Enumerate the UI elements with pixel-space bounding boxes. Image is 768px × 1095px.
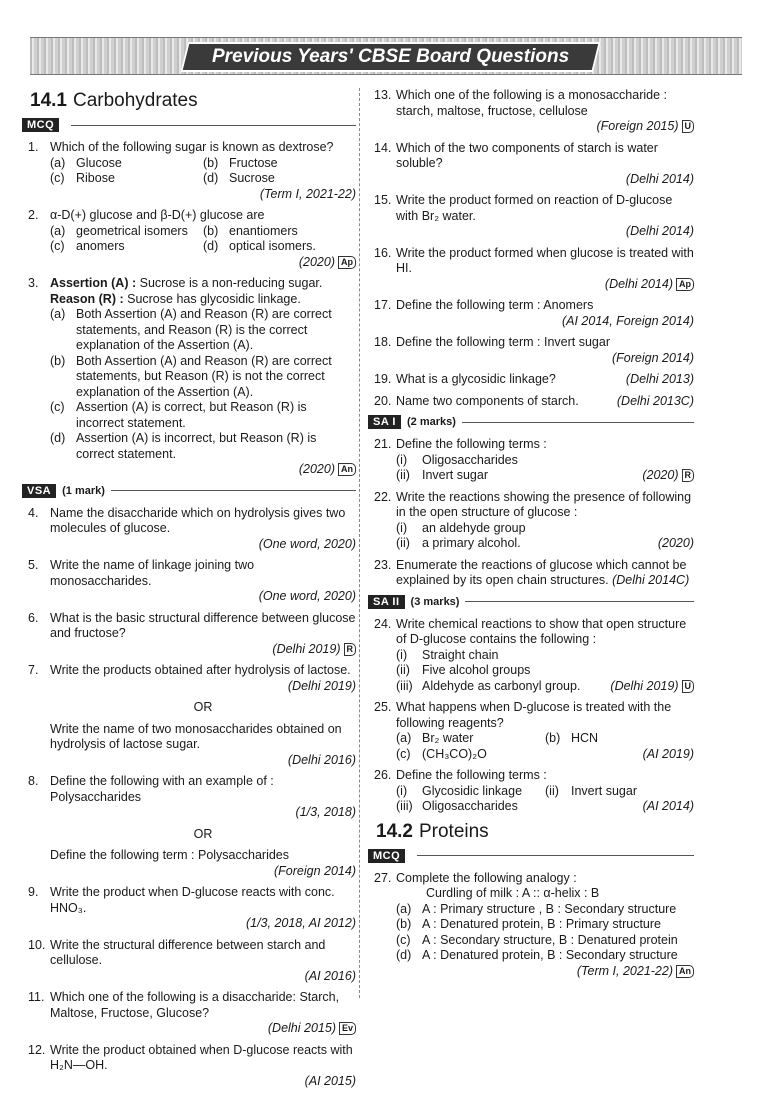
sa1-tag: SA I (2 marks) (368, 415, 694, 429)
question: 10. Write the structural difference between starch and cellulose. (AI 2016) (28, 937, 356, 983)
difficulty-badge: An (676, 965, 694, 978)
section-heading-proteins: 14.2 Proteins (376, 820, 489, 842)
mcq-tag: MCQ (368, 849, 694, 863)
question: 27. Complete the following analogy : Curdling of milk : A :: α-helix : B (a) A : Primary structure , B : Secondary structure (b) A : Denatured protein, B : Primary structure (c) A : Secondary structure, B : Denatured protein (d) A : Denatured protein, B : Secondary structure (Term I, 2021-22) An (368, 871, 694, 980)
left-column (22, 88, 356, 1095)
question: 20. Name two components of starch. (Delhi 2013C) (374, 393, 694, 408)
difficulty-badge: R (682, 469, 695, 482)
vsa-tag: VSA (1 mark) (22, 484, 356, 498)
question: 14. Which of the two components of starch is water soluble? (Delhi 2014) (374, 140, 694, 186)
right-column (368, 88, 694, 985)
question: 13. Which one of the following is a monosaccharide : starch, maltose, fructose, cellulose (Foreign 2015) U (368, 88, 694, 135)
question: 16. Write the product formed when glucose is treated with HI. (Delhi 2014) Ap (374, 245, 694, 291)
difficulty-badge: Ap (676, 278, 694, 291)
question: 2. α-D(+) glucose and β-D(+) glucose are (a) geometrical isomers (b) enantiomers (c) anomers (d) optical isomers. (2020) Ap (22, 208, 356, 270)
difficulty-badge: An (338, 463, 356, 476)
question: 18. Define the following term : Invert sugar (Foreign 2014) (374, 335, 694, 365)
question: 25. What happens when D-glucose is treated with the following reagents? (a) Br₂ water (b) HCN (c) (CH₃CO)₂O (AI 2019) (374, 700, 694, 761)
sa2-tag: SA II (3 marks) (368, 595, 694, 609)
difficulty-badge: U (682, 120, 695, 133)
header-banner (30, 37, 742, 75)
question: 22. Write the reactions showing the presence of following in the open structure of glucose : (i) an aldehyde group (ii) a primary alcohol. (2020) (374, 489, 694, 550)
difficulty-badge: Ap (338, 256, 356, 269)
mcq-tag: MCQ (22, 118, 356, 132)
question: 12. Write the product obtained when D-glucose reacts with H₂N—OH. (AI 2015) (28, 1042, 356, 1088)
question: 15. Write the product formed on reaction of D-glucose with Br₂ water. (Delhi 2014) (374, 193, 694, 238)
difficulty-badge: R (344, 643, 357, 656)
question: 7. Write the products obtained after hydrolysis of lactose. (Delhi 2019) OR Write the name of two monosaccharides obtained on hydrolysis of lactose sugar. (Delhi 2016) (28, 663, 356, 767)
question: 23. Enumerate the reactions of glucose which cannot be explained by its open chain structures. (Delhi 2014C) (374, 557, 690, 587)
question: 26. Define the following terms : (i) Glycosidic linkage (ii) Invert sugar (iii) Oligosaccharides (AI 2014) (374, 768, 694, 813)
question: 11. Which one of the following is a disaccharide: Starch, Maltose, Fructose, Glucose? (Delhi 2015) Ev (22, 990, 356, 1037)
banner-title: Previous Years' CBSE Board Questions (180, 42, 601, 72)
question: 17. Define the following term : Anomers (AI 2014, Foreign 2014) (374, 298, 694, 328)
question: 6. What is the basic structural difference between glucose and fructose? (Delhi 2019) R (28, 610, 356, 656)
question: 4. Name the disaccharide which on hydrolysis gives two molecules of glucose. (One word, 2020) (28, 505, 356, 551)
question: 8. Define the following with an example of : Polysaccharides (1/3, 2018) OR Define the following term : Polysaccharides (Foreign 2014) (28, 774, 356, 878)
column-divider (359, 88, 360, 998)
question: 1. Which of the following sugar is known as dextrose? (a) Glucose (b) Fructose (c) Ribose (d) Sucrose (Term I, 2021-22) (28, 140, 356, 201)
section-heading-carbohydrates: 14.1 Carbohydrates (30, 90, 198, 111)
question: 9. Write the product when D-glucose reacts with conc. HNO₃. (1/3, 2018, AI 2012) (28, 885, 356, 930)
question: 24. Write chemical reactions to show that open structure of D-glucose contains the following : (i) Straight chain (ii) Five alcohol groups (iii) Aldehyde as carbonyl group. (Delhi 2019) U (368, 617, 694, 695)
question: 19. What is a glycosidic linkage? (Delhi 2013) (374, 372, 694, 386)
question: 5. Write the name of linkage joining two monosaccharides. (One word, 2020) (28, 558, 356, 603)
difficulty-badge: U (682, 680, 695, 693)
question: 3. Assertion (A) : Sucrose is a non-reducing sugar. Reason (R) : Sucrose has glycosidic linkage. (a) Both Assertion (A) and Reason (R) are correct statements, and Reason (R) is the correct explanation of the Assertion (A). (b) Both Assertion (A) and Reason (R) are correct statements, but Reason (R) is not the correct explanation of the Assertion (A). (c) Assertion (A) is correct, but Reason (R) is incorrect statement. (d) Assertion (A) is incorrect, but Reason (R) is correct statement. (2020) An (22, 276, 356, 478)
difficulty-badge: Ev (339, 1022, 356, 1035)
question: 21. Define the following terms : (i) Oligosaccharides (ii) Invert sugar (2020) R (368, 437, 694, 484)
